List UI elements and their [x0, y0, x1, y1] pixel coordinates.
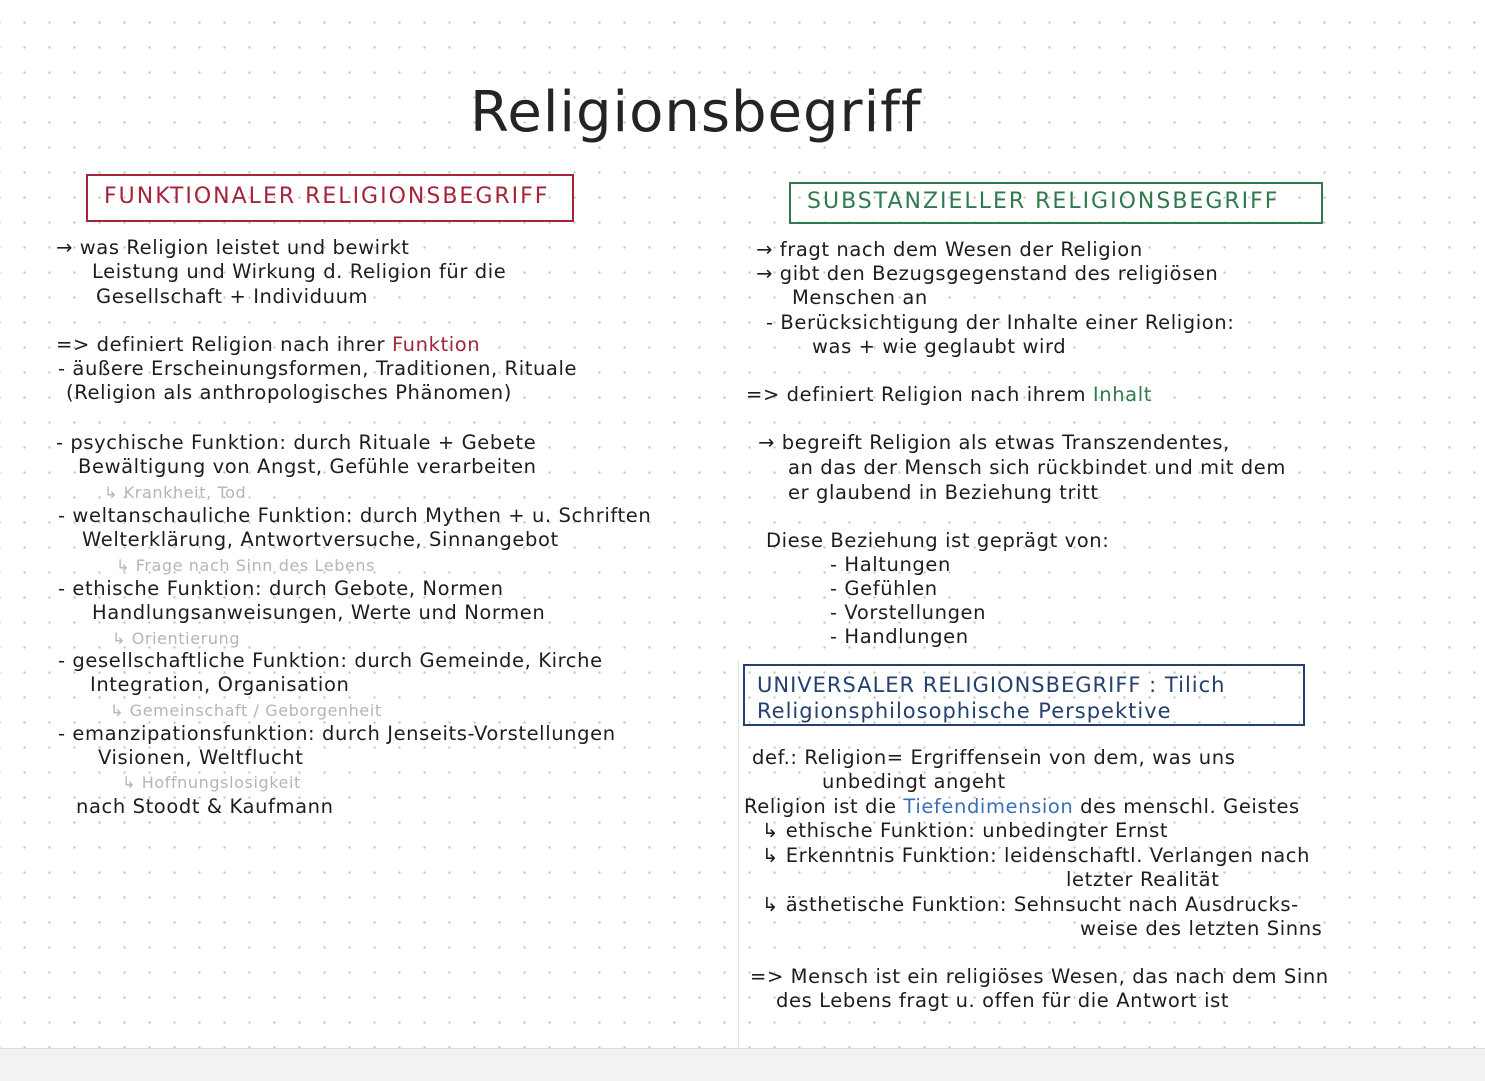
substantial-definition [746, 383, 1152, 407]
functional-line: Integration, Organisation [90, 673, 350, 696]
universal-line: ↳ ästhetische Funktion: Sehnsucht nach Ausdrucks- [762, 893, 1299, 916]
functional-line: Bewältigung von Angst, Gefühle verarbeiten [78, 455, 537, 478]
functional-line: - äußere Erscheinungsformen, Traditionen, Rituale [58, 357, 578, 380]
functional-line: - psychische Funktion: durch Rituale + Gebete [56, 431, 537, 454]
definition-text: des menschl. Geistes [1073, 795, 1300, 818]
highlight-inhalt: Inhalt [1092, 383, 1152, 406]
list-item: - Handlungen [830, 625, 969, 648]
substantial-line: Diese Beziehung ist geprägt von: [766, 529, 1110, 552]
functional-note: ↳ Hoffnungslosigkeit [122, 773, 301, 792]
functional-line: (Religion als anthropologisches Phänomen) [66, 381, 512, 404]
functional-line: - weltanschauliche Funktion: durch Mythen + u. Schriften [58, 504, 652, 527]
universal-line: unbedingt angeht [822, 770, 1006, 793]
functional-line: - ethische Funktion: durch Gebote, Normen [58, 577, 504, 600]
universal-line: letzter Realität [1066, 868, 1220, 891]
universal-line: weise des letzten Sinns [1080, 917, 1323, 940]
functional-note: ↳ Gemeinschaft / Geborgenheit [110, 701, 382, 720]
substantial-line: → fragt nach dem Wesen der Religion [756, 238, 1143, 261]
page-title: Religionsbegriff [470, 80, 922, 145]
functional-note: ↳ Frage nach Sinn des Lebens [116, 556, 376, 575]
highlight-funktion: Funktion [391, 333, 481, 356]
column-divider [738, 660, 739, 1048]
list-item: - Gefühlen [830, 577, 938, 600]
functional-line: → was Religion leistet und bewirkt [56, 236, 410, 259]
universal-conclusion: => Mensch ist ein religiöses Wesen, das nach dem Sinn [750, 965, 1329, 988]
functional-line: - gesellschaftliche Funktion: durch Gemeinde, Kirche [58, 649, 603, 672]
list-item: - Vorstellungen [830, 601, 987, 624]
page-edge [0, 1048, 1485, 1081]
functional-note: ↳ Krankheit, Tod [104, 483, 247, 502]
functional-line: Visionen, Weltflucht [98, 746, 304, 769]
universal-conclusion: des Lebens fragt u. offen für die Antwort ist [776, 989, 1230, 1012]
functional-definition [56, 333, 480, 357]
definition-text: => definiert Religion nach ihrem [746, 383, 1093, 406]
substantial-heading-box: SUBSTANZIELLER RELIGIONSBEGRIFF [789, 182, 1323, 224]
functional-heading-box: FUNKTIONALER RELIGIONSBEGRIFF [86, 174, 574, 222]
universal-line: ↳ Erkenntnis Funktion: leidenschaftl. Verlangen nach [762, 844, 1311, 867]
substantial-line: - Berücksichtigung der Inhalte einer Religion: [766, 311, 1235, 334]
list-item: - Haltungen [830, 553, 951, 576]
universal-line: ↳ ethische Funktion: unbedingter Ernst [762, 819, 1169, 842]
functional-line: Welterklärung, Antwortversuche, Sinnangebot [82, 528, 559, 551]
universal-subheading: Religionsphilosophische Perspektive [757, 699, 1172, 723]
highlight-tiefendimension: Tiefendimension [903, 795, 1074, 818]
substantial-line: er glaubend in Beziehung tritt [788, 481, 1099, 504]
functional-line: - emanzipationsfunktion: durch Jenseits-Vorstellungen [58, 722, 616, 745]
substantial-line: was + wie geglaubt wird [812, 335, 1067, 358]
functional-source: nach Stoodt & Kaufmann [76, 795, 334, 818]
functional-line: Gesellschaft + Individuum [96, 285, 369, 308]
definition-text: Religion ist die [744, 795, 904, 818]
substantial-line: an das der Mensch sich rückbindet und mit dem [788, 456, 1286, 479]
functional-line: Leistung und Wirkung d. Religion für die [92, 260, 507, 283]
universal-line: def.: Religion= Ergriffensein von dem, was uns [752, 746, 1236, 769]
substantial-line: → gibt den Bezugsgegenstand des religiösen [756, 262, 1219, 285]
universal-heading: UNIVERSALER RELIGIONSBEGRIFF : Tilich [757, 673, 1226, 697]
substantial-line: → begreift Religion als etwas Transzendentes, [758, 431, 1230, 454]
definition-text: => definiert Religion nach ihrer [56, 333, 392, 356]
functional-note: ↳ Orientierung [112, 629, 241, 648]
substantial-line: Menschen an [792, 286, 928, 309]
universal-heading-box [743, 664, 1305, 726]
universal-definition [744, 795, 1300, 819]
functional-line: Handlungsanweisungen, Werte und Normen [92, 601, 546, 624]
